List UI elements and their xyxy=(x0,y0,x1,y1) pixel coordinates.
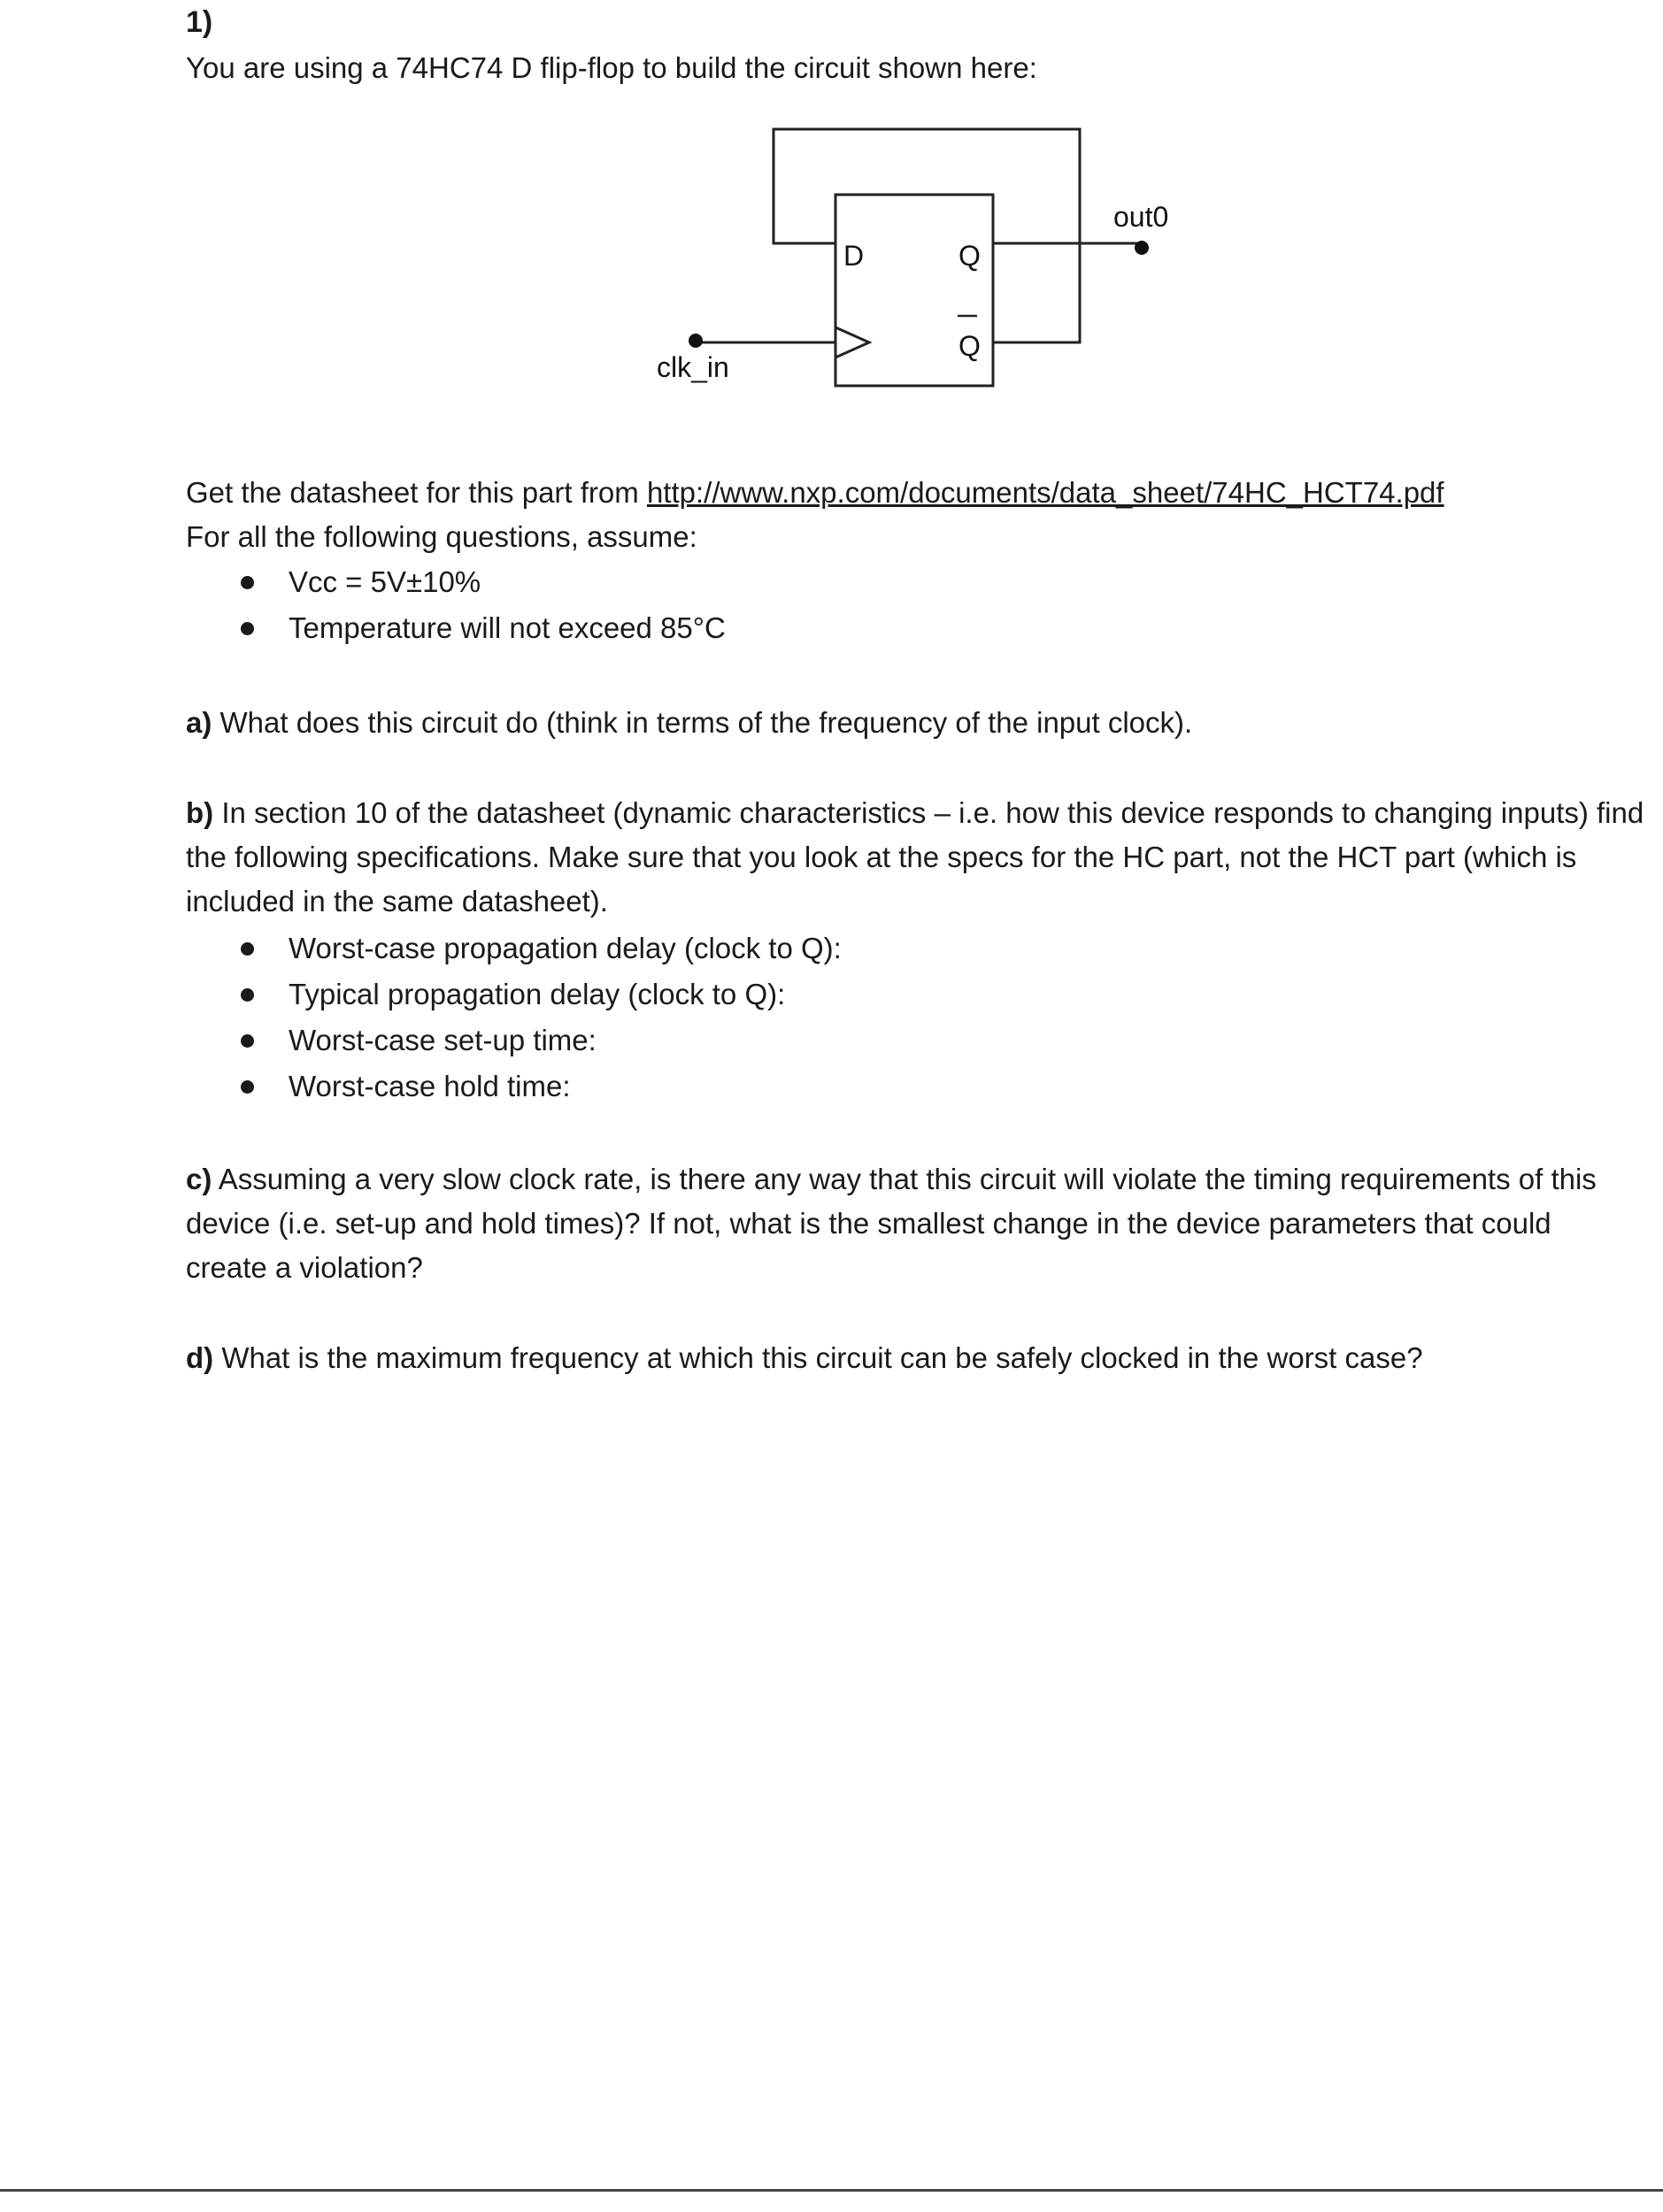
datasheet-section xyxy=(186,471,1637,651)
spec-typical-prop-delay: Typical propagation delay (clock to Q): xyxy=(289,978,786,1010)
list-item xyxy=(186,972,1655,1018)
pin-qbar-label: Q xyxy=(959,330,981,362)
assumption-temperature: Temperature will not exceed 85°C xyxy=(289,611,726,644)
part-b-paragraph xyxy=(186,791,1655,924)
part-a-text: What does this circuit do (think in terms of the frequency of the input clock). xyxy=(212,706,1193,739)
datasheet-prefix: Get the datasheet for this part from xyxy=(186,476,647,509)
spec-worst-prop-delay: Worst-case propagation delay (clock to Q): xyxy=(289,932,842,964)
bullet-icon xyxy=(241,576,254,589)
spec-hold-time: Worst-case hold time: xyxy=(289,1070,571,1102)
bullet-icon xyxy=(241,1080,254,1094)
pin-q-label: Q xyxy=(959,240,981,272)
question-intro: You are using a 74HC74 D flip-flop to build the circuit shown here: xyxy=(186,51,1037,84)
flip-flop-circuit-diagram xyxy=(620,115,1186,416)
part-b-label: b) xyxy=(186,796,214,829)
list-item xyxy=(186,559,1637,605)
part-c-text: Assuming a very slow clock rate, is there any way that this circuit will violate the timing requirements of this device (i.e. set-up and hold times)? If not, what is the smallest change in the device parameters that could create a violation? xyxy=(186,1163,1597,1284)
part-c-label: c) xyxy=(186,1163,212,1195)
clk-in-label: clk_in xyxy=(657,351,729,383)
assumptions-list xyxy=(186,559,1637,651)
spec-setup-time: Worst-case set-up time: xyxy=(289,1024,597,1056)
part-d xyxy=(186,1336,1637,1380)
part-b-text: In section 10 of the datasheet (dynamic characteristics – i.e. how this device responds to changing inputs) find the following specifications. Make sure that you look at the specs for the HC part, not the HCT part (which is included in the same datasheet). xyxy=(186,796,1644,918)
list-item xyxy=(186,1018,1655,1064)
question-number: 1) xyxy=(186,5,213,39)
part-d-text: What is the maximum frequency at which this circuit can be safely clocked in the worst case? xyxy=(213,1341,1423,1374)
specs-list xyxy=(186,926,1655,1110)
datasheet-link[interactable]: http://www.nxp.com/documents/data_sheet/74HC_HCT74.pdf xyxy=(646,476,1444,509)
datasheet-line xyxy=(186,471,1637,515)
part-a-label: a) xyxy=(186,706,212,739)
clock-triangle xyxy=(835,327,869,357)
scan-bottom-edge xyxy=(0,2189,1663,2192)
bullet-icon xyxy=(241,988,254,1002)
assume-intro: For all the following questions, assume: xyxy=(186,520,697,553)
clk-in-terminal xyxy=(689,334,703,348)
bullet-icon xyxy=(241,942,254,956)
part-b xyxy=(186,791,1655,1110)
out0-label: out0 xyxy=(1113,201,1169,233)
part-d-label: d) xyxy=(186,1341,214,1374)
bullet-icon xyxy=(241,1034,254,1048)
part-c xyxy=(186,1157,1620,1290)
list-item xyxy=(186,1064,1655,1110)
part-a xyxy=(186,701,1637,745)
pin-d-label: D xyxy=(843,240,865,272)
assumption-vcc: Vcc = 5V±10% xyxy=(289,565,481,598)
bullet-icon xyxy=(241,622,254,635)
list-item xyxy=(186,926,1655,972)
list-item xyxy=(186,605,1637,651)
out0-terminal xyxy=(1135,241,1149,255)
feedback-wire xyxy=(774,129,1080,342)
